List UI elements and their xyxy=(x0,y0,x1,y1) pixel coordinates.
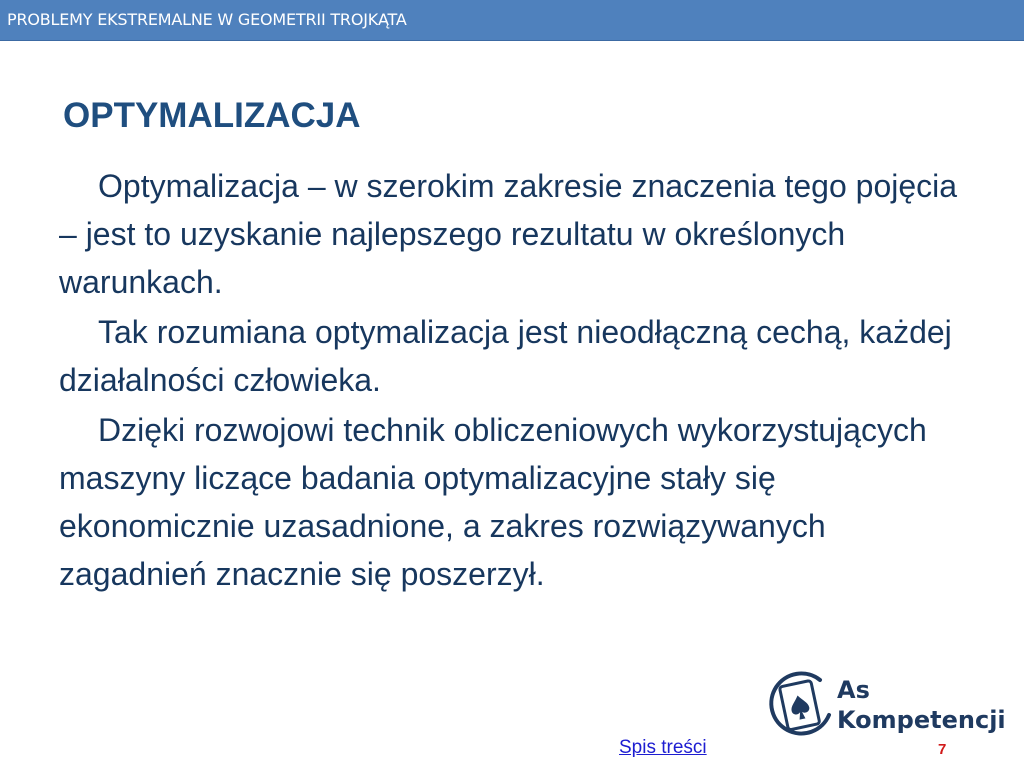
page-number: 7 xyxy=(938,741,947,758)
table-of-contents-link[interactable]: Spis treści xyxy=(619,737,707,758)
slide-content xyxy=(59,162,979,600)
slide-title: OPTYMALIZACJA xyxy=(63,96,361,135)
header-bar xyxy=(0,0,1024,41)
logo-text-kompetencji: Kompetencji xyxy=(837,706,1006,734)
spade-card-logo-icon xyxy=(768,670,834,744)
paragraph-definition: Optymalizacja – w szerokim zakresie znaczenia tego pojęcia – jest to uzyskanie najlepszego rezultatu w określonych warunkach. xyxy=(59,168,958,300)
paragraph-human-activity: Tak rozumiana optymalizacja jest nieodłączną cechą, każdej działalności człowieka. xyxy=(59,314,952,398)
presentation-title: PROBLEMY EKSTREMALNE W GEOMETRII TROJKĄTA xyxy=(7,10,407,29)
as-kompetencji-logo xyxy=(768,668,1006,748)
logo-text-as: As xyxy=(837,676,870,704)
paragraph-computing: Dzięki rozwojowi technik obliczeniowych wykorzystujących maszyny liczące badania optymalizacyjne stały się ekonomicznie uzasadnione, a zakres rozwiązywanych zagadnień znacznie się poszerzył. xyxy=(59,412,927,592)
